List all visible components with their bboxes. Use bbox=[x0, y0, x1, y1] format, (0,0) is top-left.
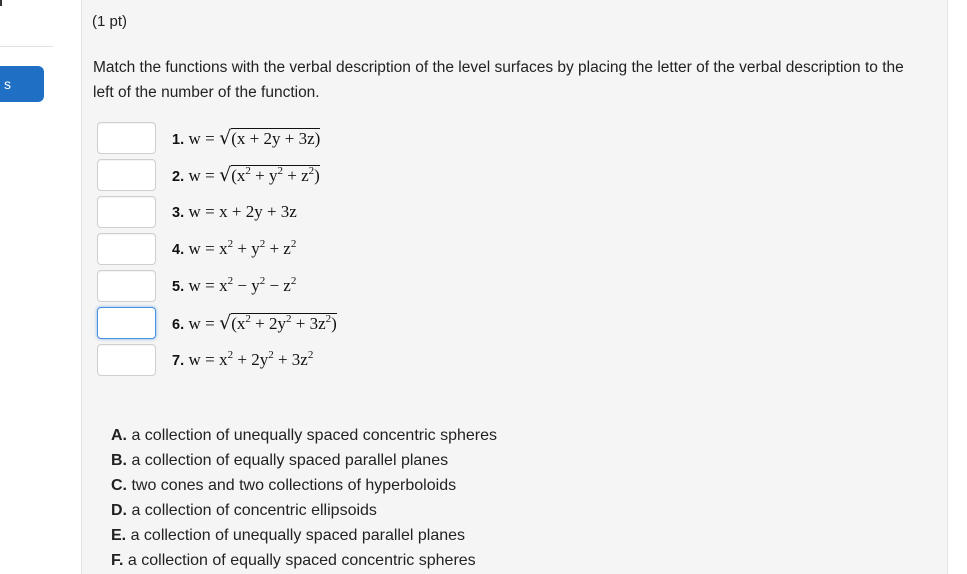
description-item-a bbox=[111, 423, 497, 448]
function-expression: (x + 2y + 3z) bbox=[231, 129, 321, 148]
function-lhs: w = bbox=[188, 129, 215, 148]
description-item-d bbox=[111, 498, 497, 523]
function-number: 7. bbox=[172, 353, 185, 369]
sidebar-edge-mark bbox=[0, 0, 2, 6]
function-number: 5. bbox=[172, 279, 185, 295]
description-text: a collection of equally spaced concentric spheres bbox=[127, 552, 476, 569]
function-number: 1. bbox=[172, 132, 185, 148]
sqrt-symbol: √ bbox=[219, 127, 232, 149]
problem-instructions: Match the functions with the verbal description of the level surfaces by placing the letter of the verbal description to the left of the number of the function. bbox=[93, 59, 904, 101]
description-text: a collection of concentric ellipsoids bbox=[131, 502, 377, 519]
sqrt-symbol: √ bbox=[219, 312, 232, 334]
sidebar-divider bbox=[0, 46, 53, 47]
function-lhs: w = bbox=[188, 276, 215, 295]
function-row-4 bbox=[172, 234, 296, 264]
function-row-2 bbox=[172, 160, 320, 190]
description-item-e bbox=[111, 523, 497, 548]
answer-input-7[interactable] bbox=[97, 344, 156, 376]
description-letter: D. bbox=[111, 502, 127, 519]
function-lhs: w = bbox=[188, 239, 215, 258]
description-text: a collection of unequally spaced concentric spheres bbox=[131, 427, 498, 444]
answer-input-3[interactable] bbox=[97, 196, 156, 228]
function-expression: $x^2 + 2y^2 + 3z^2$ bbox=[219, 349, 314, 369]
description-letter: B. bbox=[111, 452, 127, 469]
function-number: 6. bbox=[172, 317, 185, 333]
function-row-1 bbox=[172, 123, 320, 153]
answer-input-1[interactable] bbox=[97, 122, 156, 154]
function-lhs: w = bbox=[188, 166, 215, 185]
description-item-b bbox=[111, 448, 497, 473]
function-row-3 bbox=[172, 197, 297, 227]
function-number: 4. bbox=[172, 242, 185, 258]
function-row-5 bbox=[172, 271, 296, 301]
function-expression: $(x^2 + 2y^2 + 3z^2)$ bbox=[231, 313, 337, 333]
function-number: 3. bbox=[172, 205, 185, 221]
description-text: two cones and two collections of hyperboloids bbox=[131, 477, 457, 494]
sidebar-active-button[interactable]: s bbox=[0, 66, 44, 102]
answer-input-6[interactable] bbox=[97, 307, 156, 339]
function-row-6 bbox=[172, 308, 337, 338]
problem-points: (1 pt) bbox=[92, 13, 128, 30]
description-item-f bbox=[111, 548, 497, 573]
function-lhs: w = bbox=[188, 202, 215, 221]
function-expression: x + 2y + 3z bbox=[219, 202, 297, 221]
answer-input-4[interactable] bbox=[97, 233, 156, 265]
function-expression: $x^2 + y^2 + z^2$ bbox=[219, 238, 297, 258]
description-list bbox=[111, 423, 497, 573]
description-letter: E. bbox=[111, 527, 127, 544]
answer-input-2[interactable] bbox=[97, 159, 156, 191]
description-letter: F. bbox=[111, 552, 124, 569]
function-expression: $x^2 - y^2 - z^2$ bbox=[219, 275, 297, 295]
answer-input-5[interactable] bbox=[97, 270, 156, 302]
function-expression: $(x^2 + y^2 + z^2)$ bbox=[231, 165, 320, 185]
sidebar bbox=[0, 0, 55, 574]
description-text: a collection of equally spaced parallel planes bbox=[131, 452, 449, 469]
function-row-7 bbox=[172, 345, 313, 375]
description-letter: C. bbox=[111, 477, 127, 494]
function-lhs: w = bbox=[188, 350, 215, 369]
description-letter: A. bbox=[111, 427, 127, 444]
function-lhs: w = bbox=[188, 314, 215, 333]
function-number: 2. bbox=[172, 169, 185, 185]
description-item-c bbox=[111, 473, 497, 498]
description-text: a collection of unequally spaced parallel planes bbox=[130, 527, 466, 544]
sqrt-symbol: √ bbox=[219, 164, 232, 186]
